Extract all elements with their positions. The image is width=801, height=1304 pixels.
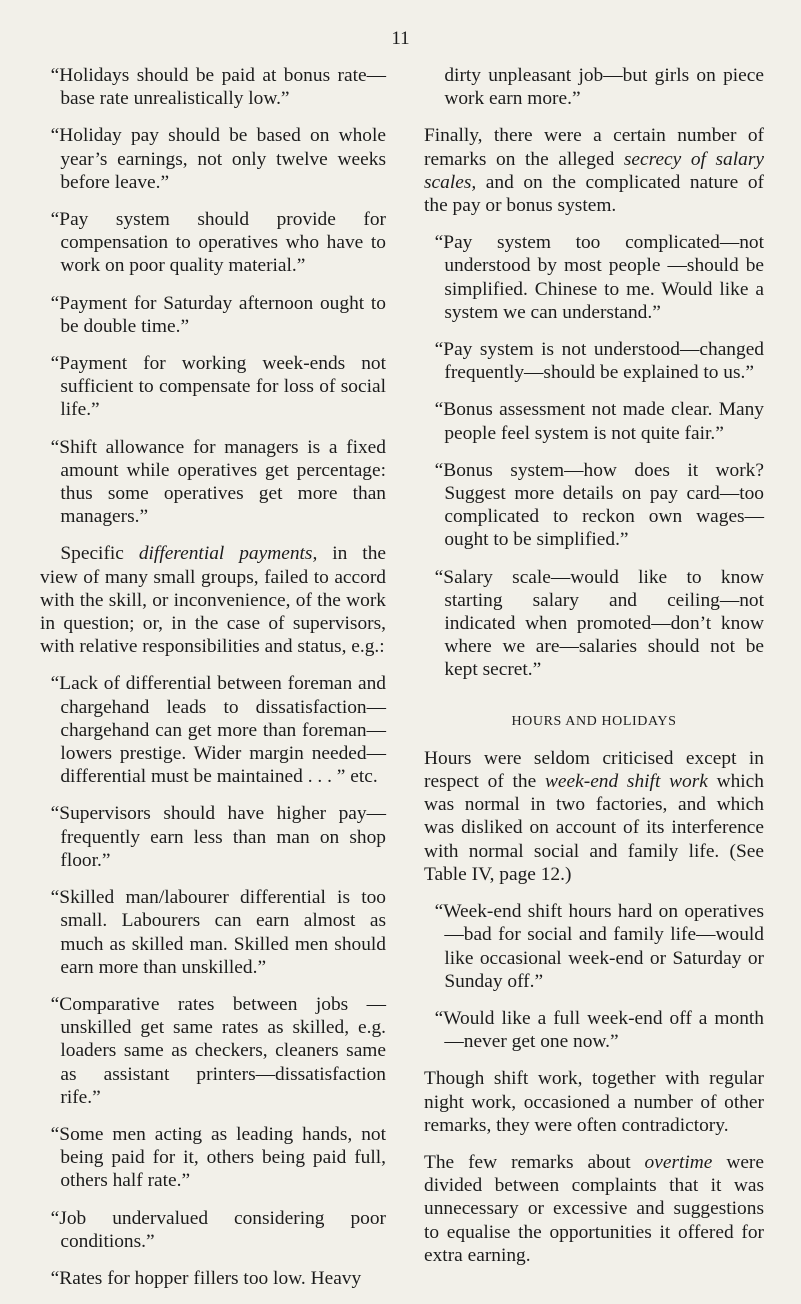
quote-job-undervalued: “Job undervalued considering poor conditions.” [50, 1207, 386, 1252]
text-run: were divided between complaints that it was unnecessary or excessive and suggestions to equalise the opportunities it offered for extra earning. [424, 1151, 764, 1266]
quote-leading-hands: “Some men acting as leading hands, not being paid for it, others being paid full, others half rate.” [50, 1123, 386, 1192]
text-run: and on the complicated nature of the pay or bonus system. [424, 171, 764, 217]
text-run: Specific [60, 543, 139, 565]
text-run: which was normal in two factories, and which was disliked on account of its interference with normal social and family life. (See Table IV, page 12.) [424, 771, 764, 885]
emphasis-secrecy: secrecy of salary scales, [424, 148, 764, 193]
emphasis-overtime: overtime [644, 1151, 713, 1173]
quote-hopper-fillers: “Rates for hopper fillers too low. Heavy [50, 1267, 362, 1289]
quote-foreman-chargehand: “Lack of differential between foreman and chargehand leads to dissatisfaction—chargehand can get more than foreman—lowers prestige. Wider margin needed—differential must be maintained . . . ” etc. [50, 673, 386, 788]
text-run: Hours were seldom criticised except in respect of the [424, 747, 764, 793]
quote-shift-allowance: “Shift allowance for managers is a fixed amount while operatives get percentage: thus some operatives get more than managers.” [50, 436, 386, 528]
paragraph-salary-secrecy [424, 124, 764, 217]
quote-comparative-rates: “Comparative rates between jobs — unskilled get same rates as skilled, e.g. loaders same as checkers, cleaners same as assistant printers—dissatisfaction rife.” [50, 993, 386, 1108]
paragraph-weekend-shift [424, 747, 764, 886]
quote-skilled-labourer: “Skilled man/labourer differential is too small. Labourers can earn almost as much as skilled man. Skilled men should earn more than unskilled.” [50, 887, 386, 978]
quote-full-weekend-off: “Would like a full week-end off a month—never get one now.” [434, 1007, 764, 1053]
quote-weekend-payment: “Payment for working week-ends not sufficient to compensate for loss of social life.” [50, 353, 386, 421]
paragraph-differential-payments [40, 542, 386, 658]
quote-weekend-shift-hours: “Week-end shift hours hard on operatives—bad for social and family life—would like occasional week-end or Saturday or Sunday off.” [434, 901, 764, 992]
quote-bonus-system: “Bonus system—how does it work? Suggest more details on pay card—too complicated to reckon own wages—ought to be simplified.” [434, 459, 764, 551]
quote-poor-material-compensation: “Pay system should provide for compensation to operatives who have to work on poor quality material.” [50, 209, 386, 277]
page-number: 11 [391, 28, 410, 49]
emphasis-differential-payments: differential payments, [138, 543, 318, 565]
quote-holiday-bonus-rate: “Holidays should be paid at bonus rate—base rate unrealistically low.” [50, 65, 386, 110]
section-heading-hours-holidays: HOURS AND HOLIDAYS [511, 713, 677, 729]
quote-continuation: dirty unpleasant job—but girls on piece work earn more.” [444, 65, 764, 110]
paragraph-overtime [424, 1151, 764, 1267]
emphasis-weekend-shift: week-end shift work [544, 771, 708, 793]
quote-saturday-double-time: “Payment for Saturday afternoon ought to be double time.” [50, 292, 386, 337]
quote-pay-system-complicated: “Pay system too complicated—not understood by most people —should be simplified. Chinese to me. Would like a system we can understand.” [434, 232, 764, 323]
text-run: in the view of many small groups, failed to accord with the skill, or inconvenience, of the work in question; or, in the case of supervisors, with relative responsibilities and status, e.g.: [40, 543, 386, 658]
text-run: The few remarks about [424, 1151, 645, 1173]
quote-holiday-pay-earnings: “Holiday pay should be based on whole year’s earnings, not only twelve weeks before leave.” [50, 125, 386, 193]
quote-pay-system-not-understood: “Pay system is not understood—changed frequently—should be explained to us.” [434, 339, 764, 384]
text-run: Finally, there were a certain number of remarks on the alleged [424, 125, 764, 170]
right-column [424, 64, 764, 1281]
quote-supervisors-pay: “Supervisors should have higher pay—frequently earn less than man on shop floor.” [50, 803, 386, 871]
paragraph-shift-work: Though shift work, together with regular night work, occasioned a number of other remarks, they were often contradictory. [424, 1068, 764, 1136]
quote-salary-scale: “Salary scale—would like to know starting salary and ceiling—not indicated when promoted—don’t know where we are—salaries should not be kept secret.” [434, 566, 764, 681]
quote-bonus-assessment: “Bonus assessment not made clear. Many people feel system is not quite fair.” [434, 399, 764, 444]
left-column [40, 64, 386, 1304]
